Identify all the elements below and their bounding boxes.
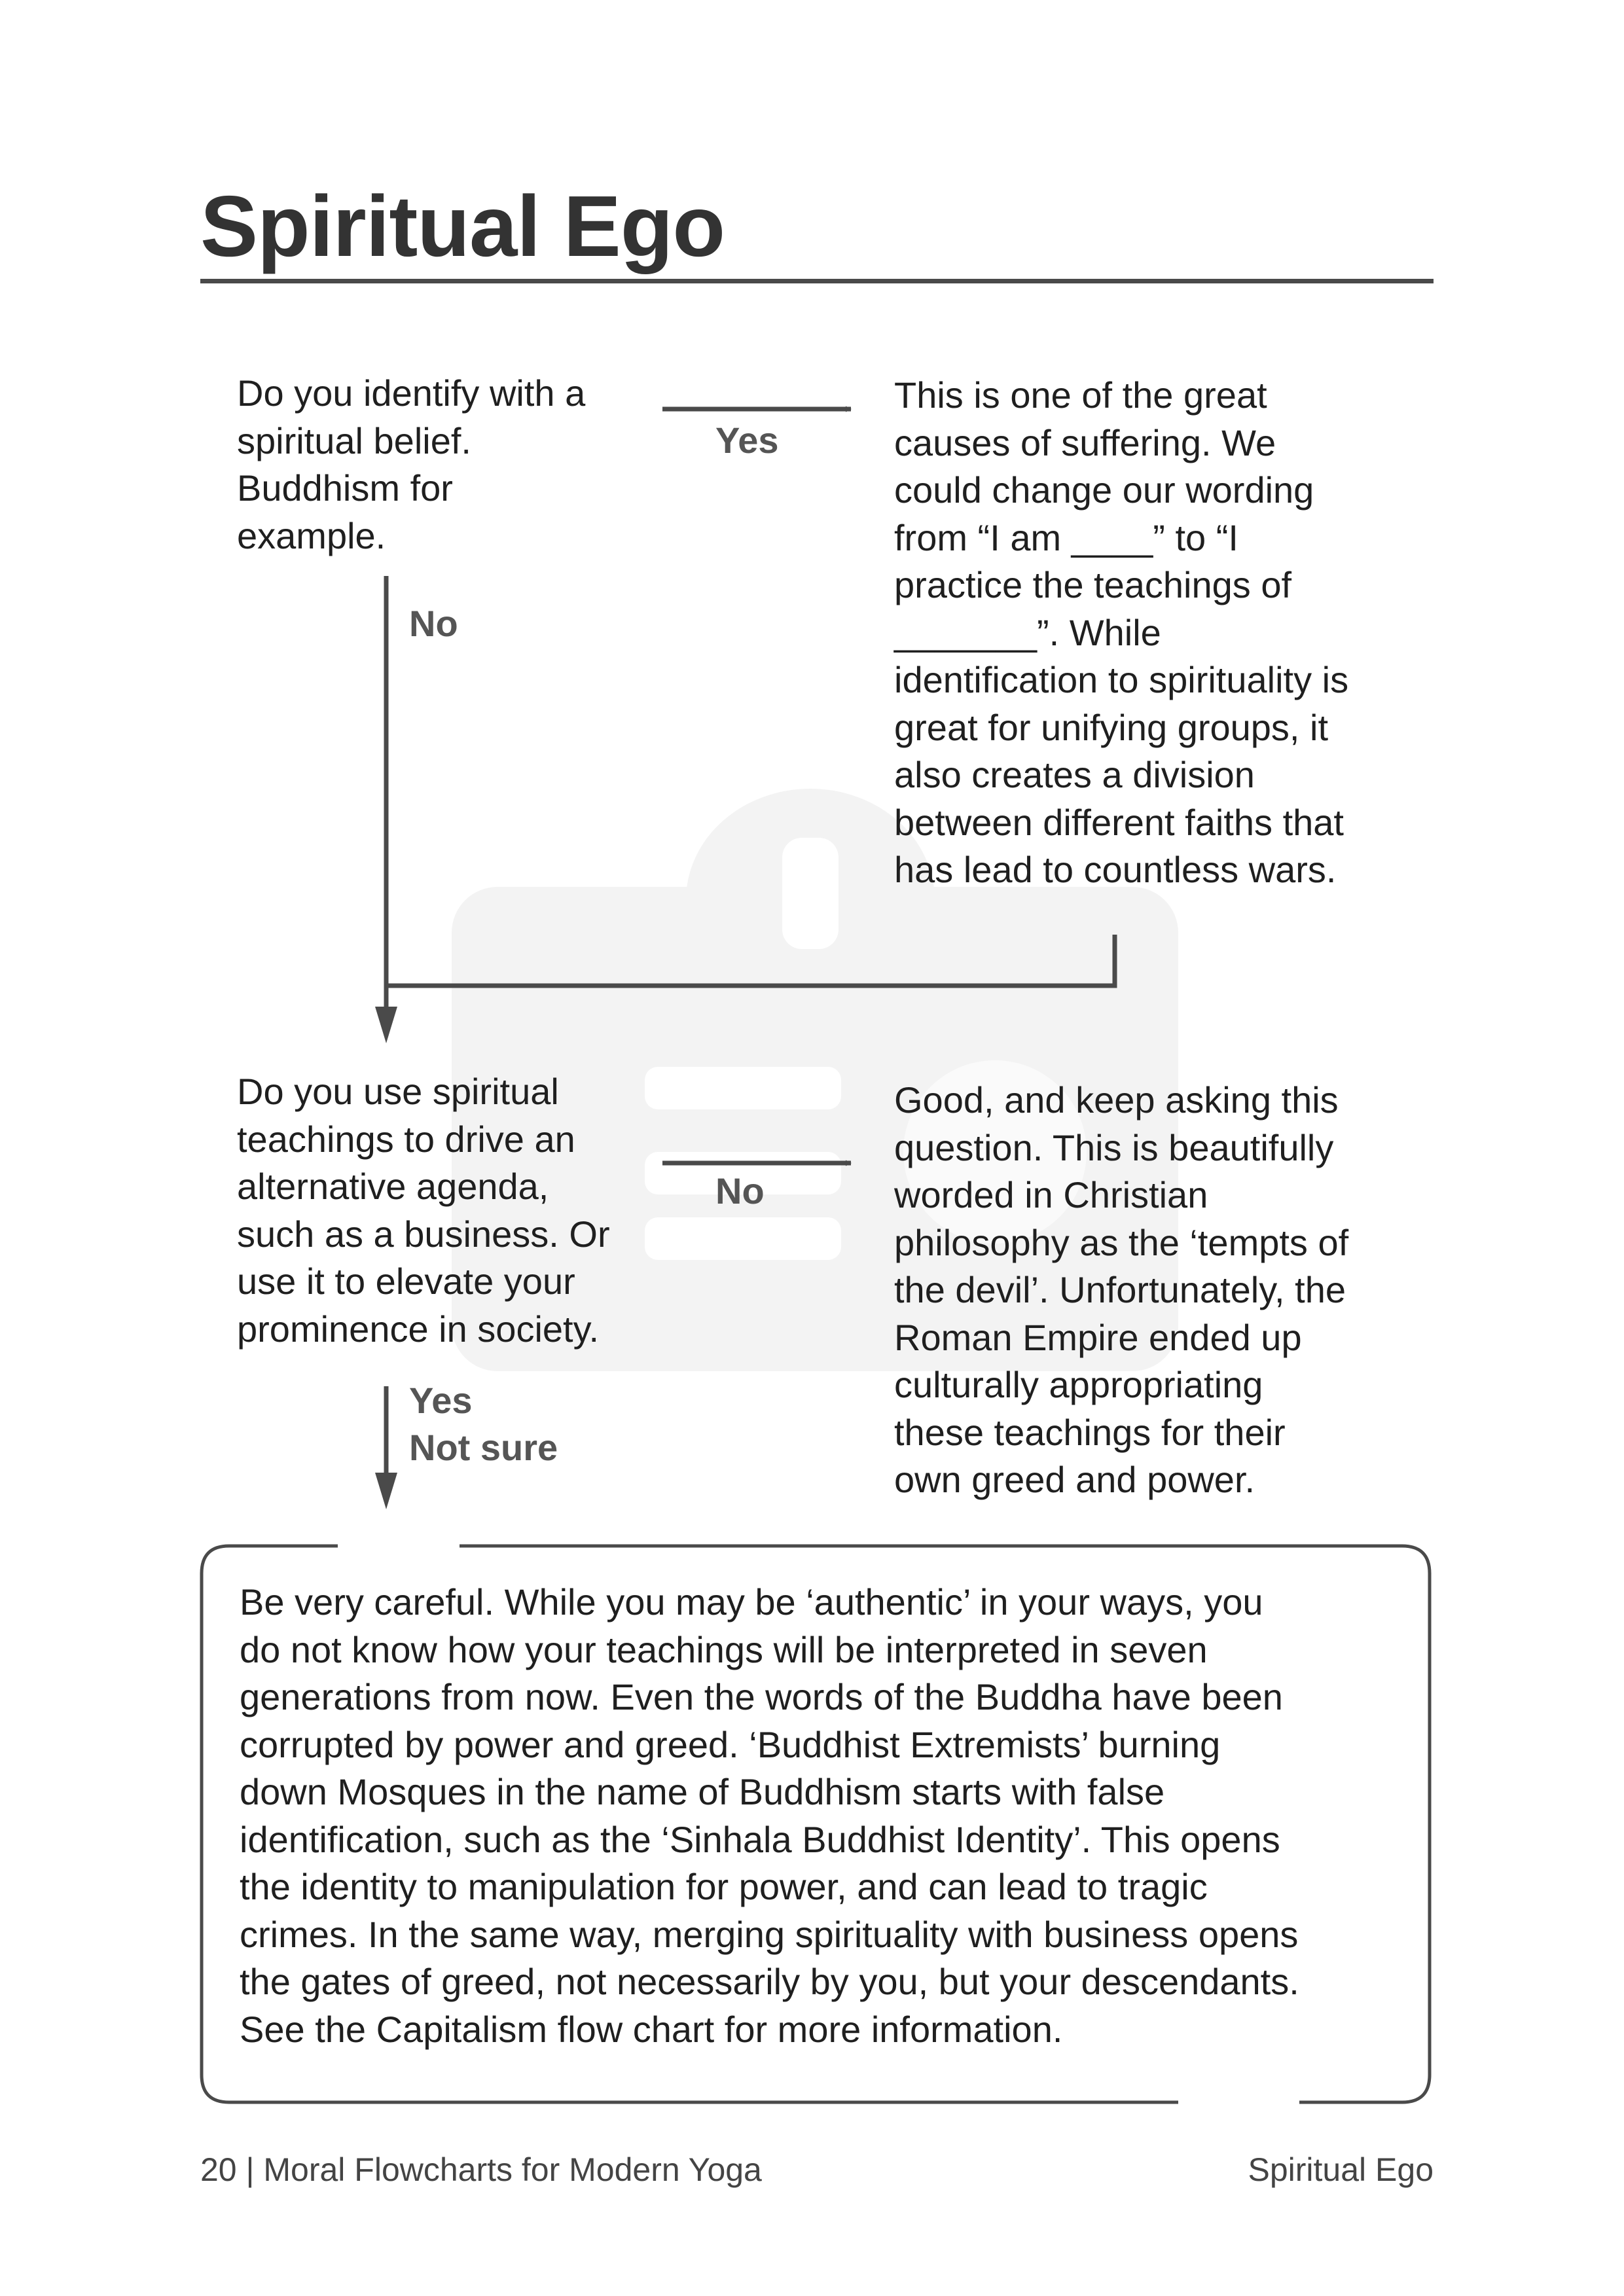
label-not-sure: Not sure xyxy=(409,1427,558,1468)
label-yes-2: Yes xyxy=(409,1380,473,1421)
conclusion-be-very-careful: Be very careful. While you may be ‘authentic’ in your ways, you do not know how your teachings will be interpreted in seven generations from now. Even the words of the Buddha have been corrupted by power and greed. ‘Buddhist Extremists’ burning down Mosques in the name of Buddhism starts with false identification, such as the ‘Sinhala Buddhist Identity’. This opens the identity to manipulation for power, and can lead to tragic crimes. In the same way, merging spirituality with business opens the gates of greed, not necessarily by you, but your descendants. See the Capitalism flow chart for more information. xyxy=(240,1581,1299,2050)
arrow-yes-2-head xyxy=(375,1473,397,1509)
question-identify-belief: Do you identify with a spiritual belief. Buddhism for example. xyxy=(237,372,586,556)
label-yes-1: Yes xyxy=(715,420,779,461)
answer-keep-asking: Good, and keep asking this question. This is beautifully worded in Christian philosophy as the ‘tempts of the devil’. Unfortunately, the Roman Empire ended up culturally appropriating these teachings for their own greed and power. xyxy=(894,1079,1349,1500)
title-divider xyxy=(200,279,1434,283)
arrow-no-1-head xyxy=(375,1007,397,1043)
footer-running-head: Spiritual Ego xyxy=(1248,2151,1434,2188)
answer-great-causes-of-suffering: This is one of the great causes of suffering. We could change our wording from “I am ____” to “I practice the teachings of _______”. While identification to spirituality is great for unifying groups, it also creates a division between different faiths that has lead to countless wars. xyxy=(894,374,1349,890)
page-title: Spiritual Ego xyxy=(200,178,725,274)
footer-page-reference: 20 | Moral Flowcharts for Modern Yoga xyxy=(200,2151,762,2188)
question-alternative-agenda: Do you use spiritual teachings to drive an alternative agenda, such as a business. Or use it to elevate your prominence in society. xyxy=(237,1071,610,1350)
label-no-2: No xyxy=(715,1170,765,1211)
label-no-1: No xyxy=(409,603,458,644)
